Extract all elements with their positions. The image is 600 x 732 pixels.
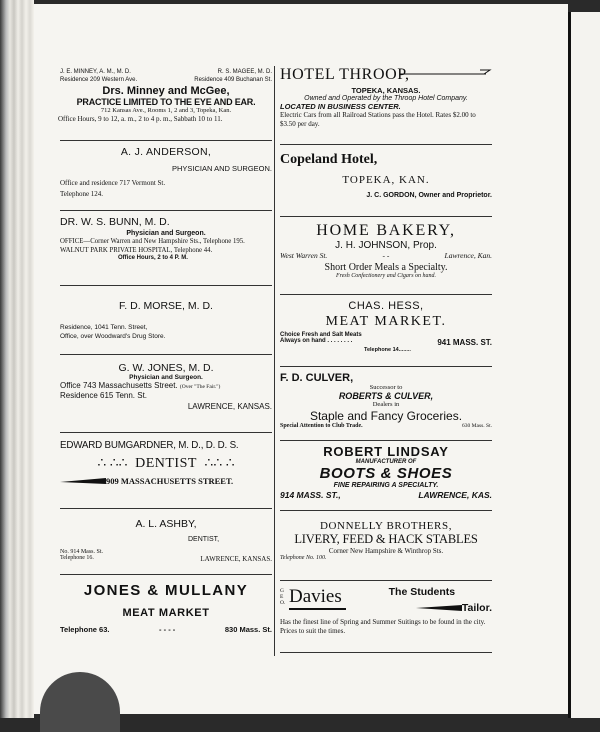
- divider-rule: [60, 508, 272, 509]
- bumgardner-dots-left: ∴ ∴∴: [97, 456, 128, 471]
- minney-address: 712 Kansas Ave., Rooms 1, 2 and 3, Topeka, Kan.: [100, 107, 232, 114]
- throop-city: TOPEKA, KANSAS.: [351, 86, 421, 95]
- bunn-hours: Office Hours, 2 to 4 P. M.: [118, 255, 188, 261]
- hess-name: CHAS. HESS,: [348, 300, 424, 312]
- divider-rule: [60, 140, 272, 141]
- anderson-office: Office and residence 717 Vermont St.: [60, 179, 166, 187]
- lindsay-address: 914 MASS. ST.,: [280, 490, 341, 500]
- ashby-phone: Telephone 16.: [60, 555, 94, 561]
- divider-rule: [280, 294, 492, 295]
- lindsay-goods: BOOTS & SHOES: [319, 465, 453, 482]
- ad-culver: [280, 372, 492, 429]
- divider-rule: [280, 510, 492, 511]
- hess-always: Always on hand . . . . . . . .: [280, 338, 353, 344]
- jones-mullany-address: 830 Mass. St.: [224, 625, 272, 634]
- morse-office: Office, over Woodward's Drug Store.: [60, 333, 166, 340]
- page-stack-edge: [0, 0, 34, 718]
- divider-rule: [280, 144, 492, 145]
- divider-rule: [280, 216, 492, 217]
- culver-name: F. D. CULVER,: [280, 372, 354, 384]
- jones-mullany-phone: Telephone 63.: [60, 625, 110, 634]
- divider-rule: [60, 574, 272, 575]
- divider-rule: [60, 285, 272, 286]
- davies-students: The Students: [388, 586, 456, 598]
- minney-hours: Office Hours, 9 to 12, a. m., 2 to 4 p. m., Sabbath 10 to 11.: [58, 115, 223, 123]
- lindsay-city: LAWRENCE, KAS.: [418, 490, 492, 500]
- davies-geo: GEO.: [280, 588, 286, 606]
- ashby-address: No. 914 Mass. St.: [60, 549, 104, 555]
- bumgardner-dots-right: ∴∴ ∴: [204, 456, 235, 471]
- culver-goods: Staple and Fancy Groceries.: [309, 409, 463, 423]
- divider-rule: [60, 432, 272, 433]
- lindsay-repair: FINE REPAIRING A SPECIALTY.: [333, 482, 439, 489]
- pointer-wedge-icon: [416, 605, 462, 611]
- divider-rule: [280, 652, 492, 653]
- copeland-owner: J. C. GORDON, Owner and Proprietor.: [366, 192, 492, 199]
- davies-tailor: Tailor.: [461, 602, 492, 614]
- jones-md-residence: Residence 615 Tenn. St.: [60, 391, 148, 400]
- facing-page-edge: [568, 12, 600, 718]
- bumgardner-dentist: DENTIST: [135, 456, 197, 471]
- ashby-city: LAWRENCE, KANSAS.: [200, 555, 272, 563]
- ad-home-bakery: [280, 222, 492, 279]
- hess-type: MEAT MARKET.: [325, 314, 447, 329]
- ad-bumgardner: [60, 440, 272, 486]
- donnelly-phone: Telephone No. 100.: [280, 555, 327, 561]
- donnelly-stables: LIVERY, FEED & HACK STABLES: [294, 532, 478, 546]
- culver-firm: ROBERTS & CULVER,: [338, 391, 434, 401]
- copeland-name: Copeland Hotel,: [280, 152, 378, 167]
- morse-name: F. D. MORSE, M. D.: [119, 300, 213, 312]
- ornament-arrow-icon: [400, 68, 492, 76]
- bakery-meals: Short Order Meals a Specialty.: [324, 262, 448, 273]
- minney-name: J. E. MINNEY, A. M., M. D.: [60, 69, 131, 75]
- minney-title: Drs. Minney and McGee,: [102, 85, 230, 97]
- ad-jones-md: [60, 362, 272, 411]
- ad-ashby: [60, 518, 272, 563]
- ad-robert-lindsay: [280, 444, 492, 500]
- bakery-confectionery: Fresh Confectionery and Cigars on hand.: [335, 273, 437, 279]
- bunn-role: Physician and Surgeon.: [126, 230, 206, 237]
- donnelly-corner: Corner New Hampshire & Winthrop Sts.: [328, 547, 444, 555]
- bakery-city: Lawrence, Kan.: [444, 251, 492, 260]
- ad-bunn: [60, 216, 272, 261]
- column-divider: [274, 66, 275, 656]
- jones-md-note: (Over "The Fair."): [179, 384, 221, 390]
- bumgardner-name: EDWARD BUMGARDNER, M. D., D. D. S.: [60, 440, 239, 451]
- davies-name: Davies: [289, 586, 346, 610]
- bunn-name: DR. W. S. BUNN, M. D.: [60, 216, 170, 228]
- divider-rule: [60, 354, 272, 355]
- anderson-phone: Telephone 124.: [60, 190, 104, 198]
- lindsay-mfr: MANUFACTURER OF: [355, 459, 417, 465]
- jones-md-role: Physician and Surgeon.: [129, 374, 203, 381]
- divider-rule: [60, 210, 272, 211]
- anderson-name: A. J. ANDERSON,: [120, 146, 212, 158]
- bakery-name: HOME BAKERY,: [316, 222, 456, 239]
- jones-md-city: LAWRENCE, KANSAS.: [187, 402, 272, 411]
- ad-donnelly-brothers: [280, 520, 492, 561]
- bunn-office: OFFICE—Corner Warren and New Hampshire Sts., Telephone 195. WALNUT PARK PRIVATE HOSPITAL, Telephone 44.: [60, 238, 245, 254]
- davies-line: Has the finest line of Spring and Summer Suitings to be found in the city. Prices to suit the times.: [280, 618, 486, 635]
- anderson-role: PHYSICIAN AND SURGEON.: [171, 164, 272, 173]
- bumgardner-address: 909 MASSACHUSETTS STREET.: [106, 476, 234, 486]
- ashby-name: A. L. ASHBY,: [135, 518, 197, 530]
- divider-rule: [280, 580, 492, 581]
- magee-name: R. S. MAGEE, M. D.: [217, 69, 272, 75]
- ad-hotel-throop: [280, 66, 492, 129]
- culver-special: Special Attention to Club Trade.: [280, 423, 363, 429]
- throop-name: HOTEL THROOP,: [280, 66, 410, 83]
- bakery-dashes: - -: [382, 251, 390, 260]
- culver-dealers: Dealers in: [372, 401, 400, 408]
- jones-mullany-type: MEAT MARKET: [122, 607, 210, 619]
- lindsay-name: ROBERT LINDSAY: [323, 444, 449, 459]
- throop-located: LOCATED IN BUSINESS CENTER.: [280, 102, 401, 111]
- ad-copeland-hotel: [280, 152, 492, 199]
- culver-successor: Successor to: [369, 384, 403, 391]
- culver-address: 630 Mass. St.: [462, 423, 492, 429]
- jones-md-office: Office 743 Massachusetts Street.: [60, 381, 178, 390]
- pointer-wedge-icon: [60, 477, 106, 485]
- ad-minney-mcgee: [60, 68, 272, 124]
- divider-rule: [280, 366, 492, 367]
- jones-mullany-name: JONES & MULLANY: [83, 582, 249, 599]
- jones-mullany-dashes: - - - -: [159, 625, 176, 634]
- hess-address: 941 MASS. ST.: [437, 338, 492, 347]
- copeland-city: TOPEKA, KAN.: [342, 174, 430, 186]
- ad-anderson: [60, 146, 272, 199]
- ad-jones-mullany: [60, 582, 272, 634]
- morse-residence: Residence, 1041 Tenn. Street,: [60, 324, 148, 331]
- donnelly-name: DONNELLY BROTHERS,: [319, 520, 453, 532]
- minney-practice: PRACTICE LIMITED TO THE EYE AND EAR.: [76, 97, 256, 107]
- minney-residence: Residence 209 Western Ave.: [60, 77, 138, 83]
- ad-davies-tailor: [280, 586, 492, 635]
- ad-morse: [60, 300, 272, 341]
- bakery-street: West Warren St.: [280, 251, 328, 260]
- hess-choice: Choice Fresh and Salt Meats: [280, 332, 362, 338]
- throop-owner: Owned and Operated by the Throop Hotel Company.: [304, 95, 468, 102]
- hess-phone: Telephone 14........: [364, 347, 411, 353]
- ad-chas-hess: [280, 300, 492, 353]
- jones-md-name: G. W. JONES, M. D.: [118, 362, 214, 374]
- throop-cars: Electric Cars from all Railroad Stations pass the Hotel. Rates $2.00 to $3.50 per day.: [280, 111, 476, 128]
- ashby-role: DENTIST,: [188, 536, 220, 543]
- bakery-owner: J. H. JOHNSON, Prop.: [335, 240, 437, 251]
- divider-rule: [280, 440, 492, 441]
- magee-residence: Residence 409 Buchanan St.: [194, 77, 272, 83]
